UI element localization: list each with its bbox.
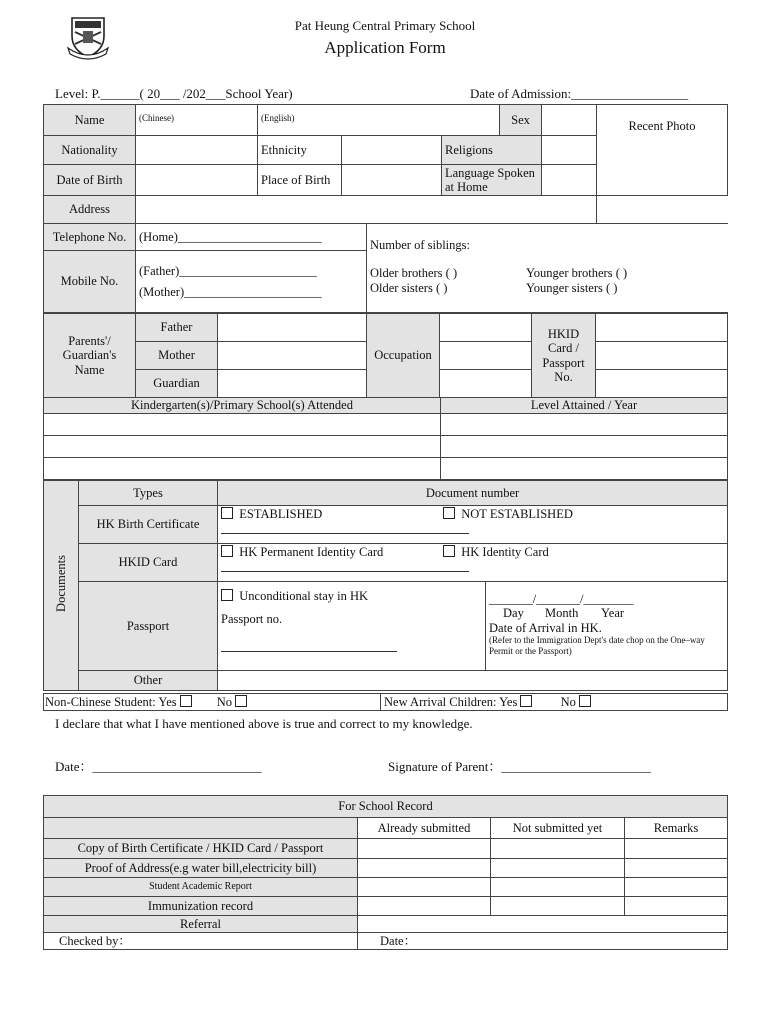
form-title: Application Form <box>324 38 446 57</box>
permanent-id-label: HK Permanent Identity Card <box>239 545 384 559</box>
parent-signature-field[interactable]: Signature of Parent：_______________________ <box>388 759 651 774</box>
siblings-cell <box>367 224 728 313</box>
school-record-table <box>43 795 728 950</box>
permanent-id-checkbox[interactable] <box>221 545 233 557</box>
month-label: Month <box>545 606 579 621</box>
documents-label: Documents <box>53 555 68 613</box>
ethnicity-label: Ethnicity <box>258 136 342 165</box>
guardians-label: Parents'/ Guardian's Name <box>44 314 136 398</box>
non-chinese-yes-checkbox[interactable] <box>180 695 192 707</box>
hkid-number-line[interactable] <box>221 559 469 572</box>
hkid-card-cell <box>218 544 728 582</box>
checked-by-field[interactable]: Checked by： <box>44 933 358 950</box>
pob-label: Place of Birth <box>258 165 342 196</box>
language-label: Language Spoken at Home <box>442 165 542 196</box>
non-chinese-no-label: No <box>216 694 233 709</box>
arrival-label: Date of Arrival in HK. <box>489 620 602 635</box>
identity-card-label: HK Identity Card <box>461 545 549 559</box>
older-brothers-field[interactable]: Older brothers ( ) <box>370 266 458 281</box>
record-row-label: Immunization record <box>44 897 358 916</box>
remarks-cell[interactable] <box>625 859 728 878</box>
types-label: Types <box>79 481 218 506</box>
referral-cell[interactable] <box>358 916 728 933</box>
status-table <box>43 693 728 711</box>
school-field[interactable] <box>44 458 441 480</box>
address-label: Address <box>44 196 136 224</box>
father-name-field[interactable] <box>218 314 367 342</box>
pob-field[interactable] <box>342 165 442 196</box>
level-field[interactable] <box>441 414 728 436</box>
level-field[interactable] <box>441 458 728 480</box>
school-field[interactable] <box>44 436 441 458</box>
english-label: (English) <box>261 113 295 123</box>
mother-id-field[interactable] <box>596 342 728 370</box>
arrival-date-field[interactable]: _______/_______/________ <box>489 592 634 606</box>
english-name-field[interactable] <box>258 105 500 136</box>
submitted-cell[interactable] <box>358 897 491 916</box>
declaration-text: I declare that what I have mentioned above is true and correct to my knowledge. <box>55 716 473 731</box>
passport-number-line[interactable] <box>221 627 397 652</box>
documents-table <box>43 480 728 691</box>
mother-label: Mother <box>136 342 218 370</box>
younger-sisters-field[interactable]: Younger sisters ( ) <box>526 280 618 295</box>
personal-info-table <box>43 104 728 224</box>
father-occupation-field[interactable] <box>440 314 532 342</box>
already-submitted-header: Already submitted <box>358 818 491 839</box>
occupation-label: Occupation <box>367 314 440 398</box>
religions-label: Religions <box>442 136 542 165</box>
school-record-title: For School Record <box>44 796 728 818</box>
ethnicity-field[interactable] <box>342 136 442 165</box>
guardian-occupation-field[interactable] <box>440 370 532 398</box>
recent-photo-box[interactable] <box>597 105 728 196</box>
passport-no-label: Passport no. <box>221 612 283 627</box>
submitted-cell[interactable] <box>358 839 491 859</box>
record-blank-header <box>44 818 358 839</box>
father-mobile-field[interactable]: (Father)______________________ <box>139 263 317 278</box>
mother-mobile-field[interactable]: (Mother)______________________ <box>139 284 322 299</box>
record-row-label: Referral <box>44 916 358 933</box>
school-crest-icon <box>66 14 110 60</box>
guardians-table <box>43 313 728 398</box>
new-arrival-yes-checkbox[interactable] <box>520 695 532 707</box>
admission-date-field[interactable]: Date of Admission:__________________ <box>470 86 689 101</box>
siblings-label: Number of siblings: <box>370 238 470 252</box>
address-field[interactable] <box>136 196 597 224</box>
not-submitted-cell[interactable] <box>491 878 625 897</box>
non-chinese-no-checkbox[interactable] <box>235 695 247 707</box>
dob-field[interactable] <box>136 165 258 196</box>
not-established-checkbox[interactable] <box>443 507 455 519</box>
birth-cert-number-line[interactable] <box>221 521 469 534</box>
new-arrival-no-checkbox[interactable] <box>579 695 591 707</box>
chinese-label: (Chinese) <box>139 113 174 123</box>
arrival-cell <box>486 582 728 671</box>
year-label: Year <box>601 606 625 621</box>
record-row-label: Proof of Address(e.g water bill,electricity bill) <box>44 859 358 878</box>
established-checkbox[interactable] <box>221 507 233 519</box>
father-label: Father <box>136 314 218 342</box>
hkid-card-label: HKID Card <box>79 544 218 582</box>
sex-label: Sex <box>500 105 542 136</box>
dob-label: Date of Birth <box>44 165 136 196</box>
new-arrival-cell <box>381 694 728 711</box>
passport-cell <box>218 582 486 671</box>
remarks-header: Remarks <box>625 818 728 839</box>
guardian-name-field[interactable] <box>218 370 367 398</box>
unconditional-checkbox[interactable] <box>221 589 233 601</box>
established-label: ESTABLISHED <box>239 507 323 521</box>
nationality-field[interactable] <box>136 136 258 165</box>
new-arrival-label: New Arrival Children: Yes <box>384 694 518 709</box>
mother-name-field[interactable] <box>218 342 367 370</box>
unconditional-label: Unconditional stay in HK <box>239 589 369 603</box>
mobile-fields <box>136 251 367 313</box>
not-submitted-cell[interactable] <box>491 859 625 878</box>
mobile-label: Mobile No. <box>44 251 136 313</box>
declaration-date-field[interactable]: Date：__________________________ <box>55 759 262 774</box>
older-sisters-field[interactable]: Older sisters ( ) <box>370 280 448 295</box>
not-submitted-cell[interactable] <box>491 839 625 859</box>
language-field[interactable] <box>542 165 597 196</box>
school-name: Pat Heung Central Primary School <box>294 18 476 33</box>
mother-occupation-field[interactable] <box>440 342 532 370</box>
day-label: Day <box>503 606 524 621</box>
father-id-field[interactable] <box>596 314 728 342</box>
non-chinese-label: Non-Chinese Student: Yes <box>45 694 177 709</box>
documents-side-label <box>44 481 79 691</box>
arrival-note: (Refer to the Immigration Dept's date chop on the One–way Permit or the Passport) <box>489 635 705 656</box>
remarks-cell[interactable] <box>625 878 728 897</box>
telephone-label: Telephone No. <box>44 224 136 251</box>
contact-table <box>43 223 728 313</box>
new-arrival-no-label: No <box>560 694 576 709</box>
other-field[interactable] <box>218 671 728 691</box>
chinese-name-field[interactable] <box>136 105 258 136</box>
home-phone-field[interactable]: (Home)_______________________ <box>136 224 367 251</box>
passport-label: Passport <box>79 582 218 671</box>
level-attained-label: Level Attained / Year <box>441 398 728 414</box>
name-label: Name <box>44 105 136 136</box>
religions-field[interactable] <box>542 136 597 165</box>
remarks-cell[interactable] <box>625 897 728 916</box>
level-field[interactable] <box>441 436 728 458</box>
other-label: Other <box>79 671 218 691</box>
identity-card-checkbox[interactable] <box>443 545 455 557</box>
guardian-label: Guardian <box>136 370 218 398</box>
photo-gap <box>597 196 728 224</box>
document-number-label: Document number <box>218 481 728 506</box>
sex-field[interactable] <box>542 105 597 136</box>
record-row-label: Student Academic Report <box>44 878 358 897</box>
school-field[interactable] <box>44 414 441 436</box>
nationality-label: Nationality <box>44 136 136 165</box>
schools-table <box>43 397 728 480</box>
hkid-passport-label: HKID Card / Passport No. <box>532 314 596 398</box>
non-chinese-cell <box>44 694 381 711</box>
record-date-field[interactable]: Date： <box>358 933 728 950</box>
photo-label: Recent Photo <box>628 119 696 133</box>
not-submitted-cell[interactable] <box>491 897 625 916</box>
birth-cert-label: HK Birth Certificate <box>79 506 218 544</box>
record-row-label: Copy of Birth Certificate / HKID Card / Passport <box>44 839 358 859</box>
submitted-cell[interactable] <box>358 878 491 897</box>
submitted-cell[interactable] <box>358 859 491 878</box>
remarks-cell[interactable] <box>625 839 728 859</box>
schools-attended-label: Kindergarten(s)/Primary School(s) Attended <box>44 398 441 414</box>
guardian-id-field[interactable] <box>596 370 728 398</box>
not-established-label: NOT ESTABLISHED <box>461 507 573 521</box>
younger-brothers-field[interactable]: Younger brothers ( ) <box>526 266 628 281</box>
level-field[interactable]: Level: P.______( 20___ /202___School Year) <box>55 86 293 101</box>
birth-cert-cell <box>218 506 728 544</box>
not-submitted-header: Not submitted yet <box>491 818 625 839</box>
